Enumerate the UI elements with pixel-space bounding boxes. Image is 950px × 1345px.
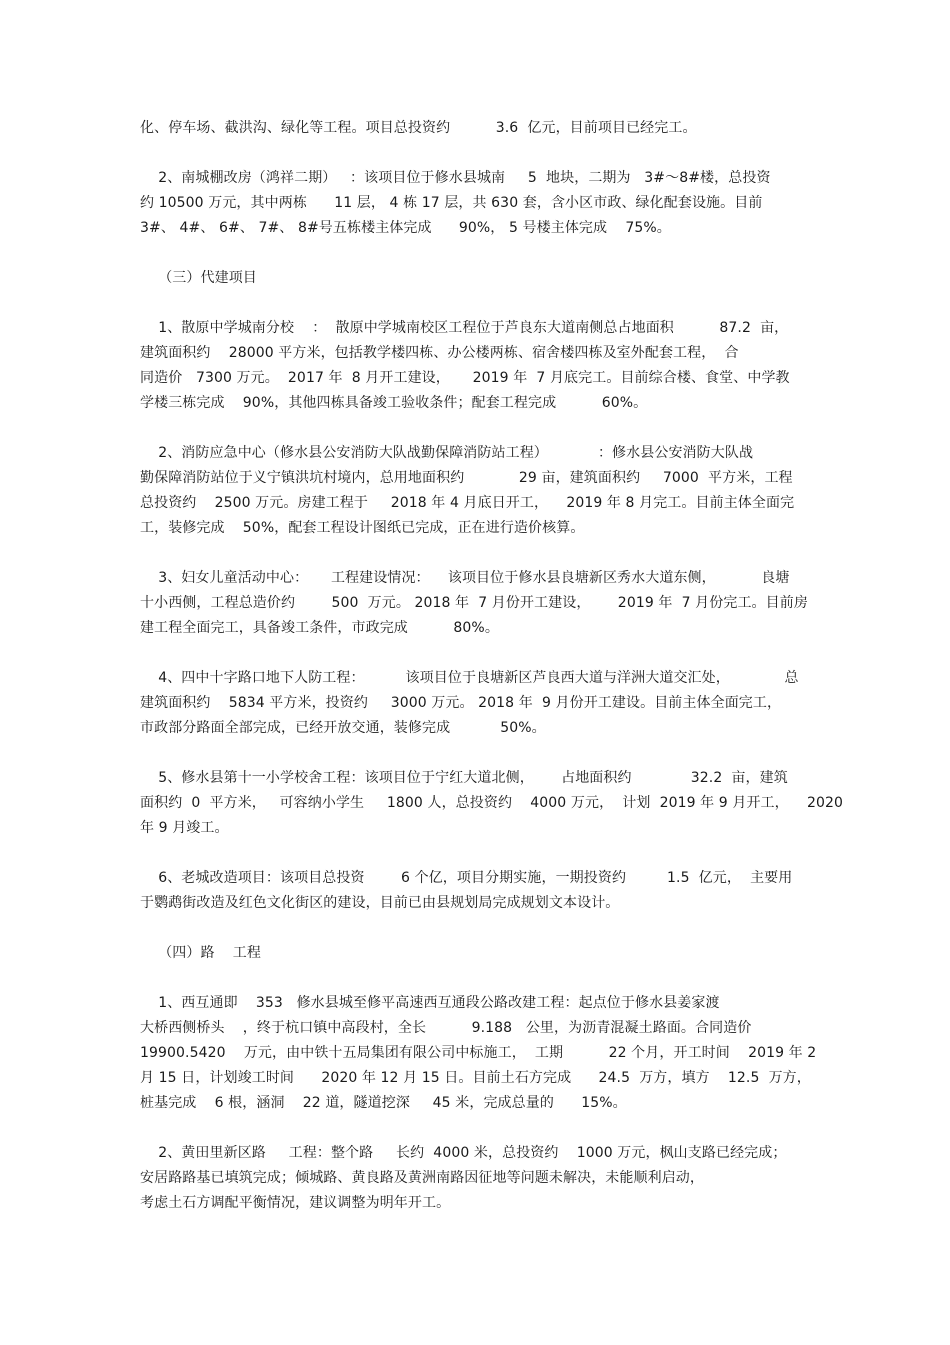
text-line: 面积约 0 平方米， 可容纳小学生 1800 人，总投资约 4000 万元， 计划 2019 年 9 月开工， 2020 <box>140 795 843 811</box>
text-line: 1、散原中学城南分校 ： 散原中学城南校区工程位于芦良东大道南侧总占地面积 87.2 亩， <box>140 320 789 336</box>
text-line: 建筑面积约 5834 平方米，投资约 3000 万元。 2018 年 9 月份开工建设。目前主体全面完工， <box>140 695 782 711</box>
text-line: 2、消防应急中心（修水县公安消防大队战勤保障消防站工程） ：修水县公安消防大队战 <box>140 445 754 461</box>
text-line: 月 15 日，计划竣工时间 2020 年 12 月 15 日。目前土石方完成 24.5 万方，填方 12.5 万方， <box>140 1070 811 1086</box>
text-line: 年 9 月竣工。 <box>140 820 229 836</box>
section-heading: （四）路 工程 <box>140 945 262 961</box>
section-heading: （三）代建项目 <box>140 270 257 286</box>
text-line: 约 10500 万元，其中两栋 11 层， 4 栋 17 层，共 630 套，含小区市政、绿化配套设施。目前 <box>140 195 763 211</box>
text-line: 5、修水县第十一小学校舍工程：该项目位于宁红大道北侧， 占地面积约 32.2 亩，建筑 <box>140 770 788 786</box>
text-line: 勤保障消防站位于义宁镇洪坑村境内，总用地面积约 29 亩，建筑面积约 7000 平方米，工程 <box>140 470 793 486</box>
text-line: 总投资约 2500 万元。房建工程于 2018 年 4 月底日开工， 2019 年 8 月完工。目前主体全面完 <box>140 495 795 511</box>
text-line: 化、停车场、截洪沟、绿化等工程。项目总投资约 3.6 亿元，目前项目已经完工。 <box>140 120 697 136</box>
text-line: 3#、 4#、 6#、 7#、 8#号五栋楼主体完成 90%， 5 号楼主体完成 75%。 <box>140 220 671 236</box>
text-line: 市政部分路面全部完成，已经开放交通，装修完成 50%。 <box>140 720 546 736</box>
text-line: 安居路路基已填筑完成；倾城路、黄良路及黄洲南路因征地等问题未解决，未能顺利启动， <box>140 1170 704 1186</box>
text-line: 2、南城棚改房（鸿祥二期） ：该项目位于修水县城南 5 地块，二期为 3#～8#楼，总投资 <box>140 170 771 186</box>
text-line: 建工程全面完工，具备竣工条件，市政完成 80%。 <box>140 620 499 636</box>
text-line: 桩基完成 6 根，涵洞 22 道，隧道挖深 45 米，完成总量的 15%。 <box>140 1095 627 1111</box>
text-line: 学楼三栋完成 90%，其他四栋具备竣工验收条件；配套工程完成 60%。 <box>140 395 648 411</box>
text-line: 1、西互通即 353 修水县城至修平高速西互通段公路改建工程：起点位于修水县姜家渡 <box>140 995 720 1011</box>
text-line: 工，装修完成 50%，配套工程设计图纸已完成，正在进行造价核算。 <box>140 520 585 536</box>
text-line: 6、老城改造项目：该项目总投资 6 个亿，项目分期实施，一期投资约 1.5 亿元， 主要用 <box>140 870 793 886</box>
text-line: 4、四中十字路口地下人防工程： 该项目位于良塘新区芦良西大道与洋洲大道交汇处， 总 <box>140 670 799 686</box>
text-line: 考虑土石方调配平衡情况，建议调整为明年开工。 <box>140 1195 451 1211</box>
text-line: 大桥西侧桥头 ，终于杭口镇中高段村，全长 9.188 公里，为沥青混凝土路面。合同造价 <box>140 1020 752 1036</box>
text-line: 2、黄田里新区路 工程：整个路 长约 4000 米，总投资约 1000 万元，枫山支路已经完成； <box>140 1145 787 1161</box>
text-line: 同造价 7300 万元。 2017 年 8 月开工建设， 2019 年 7 月底完工。目前综合楼、食堂、中学教 <box>140 370 790 386</box>
text-line: 19900.5420 万元，由中铁十五局集团有限公司中标施工， 工期 22 个月，开工时间 2019 年 2 <box>140 1045 817 1061</box>
text-line: 建筑面积约 28000 平方米，包括教学楼四栋、办公楼两栋、宿舍楼四栋及室外配套工程， 合 <box>140 345 739 361</box>
text-line: 十小西侧，工程总造价约 500 万元。 2018 年 7 月份开工建设， 2019 年 7 月份完工。目前房 <box>140 595 808 611</box>
text-line: 于鹦鹉街改造及红色文化街区的建设，目前已由县规划局完成规划文本设计。 <box>140 895 620 911</box>
text-line: 3、妇女儿童活动中心： 工程建设情况： 该项目位于修水县良塘新区秀水大道东侧， 良塘 <box>140 570 790 586</box>
